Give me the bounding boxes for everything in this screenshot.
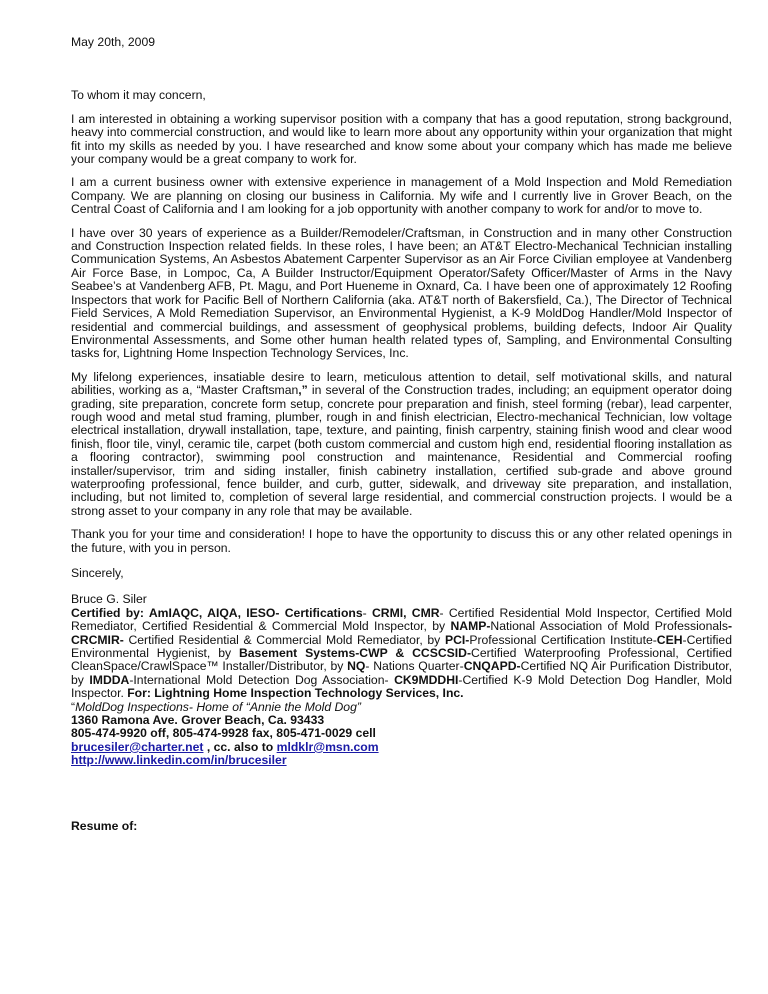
- cert-segment: PCI-: [444, 632, 470, 647]
- signer-name: Bruce G. Siler: [71, 592, 147, 607]
- cert-segment: CK9MDDHI: [394, 672, 459, 687]
- website-link[interactable]: http://www.linkedin.com/in/brucesiler: [71, 753, 287, 768]
- cert-segment: IMDDA: [89, 672, 130, 687]
- salutation: To whom it may concern,: [71, 88, 206, 103]
- cert-segment: Certified Residential & Commercial Mold Remediator, by: [123, 632, 445, 647]
- email-separator: , cc. also to: [203, 739, 277, 754]
- signature-block: [71, 593, 732, 767]
- cert-segment: CEH: [656, 632, 683, 647]
- cert-segment: National Association of Mold Professionals: [490, 619, 728, 634]
- cert-segment: Certified Waterproofing Professional, Certified CleanSpace/CrawlSpace™ Installer/Distributor, by: [71, 646, 732, 674]
- cert-segment: NAMP-: [450, 619, 491, 634]
- email-line: [71, 741, 732, 754]
- skills-text-rest: in several of the Construction trades, including; an equipment operator doing grading, site preparation, concrete form setup, concrete pour preparation and finish, steel forming (rebar), lead carpenter, rough wood and metal stud framing, plumber, rough in and finish electrician, Electro-mechanical Technician, low voltage electrical installation, drywall installation, tape, texture, and painting, finish carpentry, staining finish wood and clear wood finish, floor tile, vinyl, ceramic tile, carpet (both custom commercial and custom high end, residential flooring installation as a flooring contractor), swimming pool construction and maintenance, Residential and Commercial roofing installer/supervisor, trim and siding installer, finish cabinetry installation, certified sub-grade and above ground waterproofing professional, fence builder, and curb, gutter, sidewalk, and driveway site preparation, and installation, including, but not limited to, completion of several large residential, and commercial construction projects. I would be a strong asset to your company in any role that may be available.: [71, 383, 733, 518]
- paragraph-interest: I am interested in obtaining a working supervisor position with a company that has a good reputation, strong background, heavy into commercial construction, and would like to learn more about any opportunity within your organization that might fit into my skills as needed by you. I have researched and know some about your company which has made me believe your company would be a great company to work for.: [71, 111, 732, 167]
- cert-segment: - Nations Quarter-: [365, 659, 464, 674]
- cert-segment: -Certified Environmental Hygienist, by: [71, 632, 732, 661]
- skills-text-start: My lifelong experiences, insatiable desire to learn, meticulous attention to detail, self motivational skills, and natural abilities, working as a, “Master Craftsman: [71, 369, 732, 398]
- cert-segment: For: Lightning Home Inspection Technology Services, Inc.: [127, 686, 464, 701]
- skills-quote-mark: ,”: [298, 383, 308, 398]
- website-line: [71, 754, 732, 767]
- cert-segment: -International Mold Detection Dog Association-: [129, 672, 395, 687]
- email-link-secondary[interactable]: mldklr@msn.com: [276, 739, 379, 754]
- cert-segment: -: [362, 605, 372, 620]
- cert-segment: Certified NQ Air Purification Distributor, by: [71, 659, 733, 687]
- tagline-open-quote: “: [71, 699, 76, 714]
- paragraph-business-owner: I am a current business owner with extensive experience in management of a Mold Inspection and Mold Remediation Company. We are planning on closing our business in California. My wife and I currently live in Grover Beach, on the Central Coast of California and I am looking for a job opportunity with another company to work for and/or to move to.: [71, 175, 732, 217]
- letter-date: May 20th, 2009: [71, 35, 156, 49]
- phone-numbers: 805-474-9920 off, 805-474-9928 fax, 805-471-0029 cell: [71, 726, 376, 741]
- cert-segment: Basement Systems-CWP & CCSCSID-: [238, 646, 472, 661]
- cert-segment: Certified by: AmIAQC, AIQA, IESO- Certifications: [71, 605, 363, 620]
- cert-segment: NQ: [347, 659, 366, 674]
- certifications: [71, 607, 732, 701]
- closing: Sincerely,: [71, 566, 124, 580]
- resume-heading: Resume of:: [71, 818, 138, 833]
- tagline: [71, 701, 732, 714]
- cert-segment: CNQAPD-: [463, 659, 521, 674]
- paragraph-thanks: Thank you for your time and consideration! I hope to have the opportunity to discuss this or any other related openings in the future, with you in person.: [71, 527, 732, 555]
- cert-segment: - CRCMIR-: [71, 619, 732, 647]
- email-link-primary[interactable]: brucesiler@charter.net: [71, 739, 204, 754]
- paragraph-experience: I have over 30 years of experience as a Builder/Remodeler/Craftsman, in Construction and in many other Construction and Construction Inspection related fields. In these roles, I have been; an AT&T Electro-Mechanical Technician installing Communication Systems, An Asbestos Abatement Carpenter Supervisor as an Air Force Civilian employee at Vandenberg Air Force Base, in Lompoc, Ca, A Builder Instructor/Equipment Operator/Safety Officer/Master of Arms in the Navy Seabee’s at Vandenberg AFB, Pt. Magu, and Port Hueneme in Oxnard, Ca. I have been one of approximately 12 Roofing Inspectors that work for Pacific Bell of Northern California (aka. AT&T north of Bakersfield, Ca.), The Director of Technical Field Services, A Mold Remediation Supervisor, an Environmental Hygienist, a K-9 MoldDog Handler/Mold Inspector of residential and commercial buildings, and assessment of geophysical problems, building defects, Indoor Air Quality Environmental Assessments, and Some other human health related types of, Sampling, and Environmental Consulting tasks for, Lightning Home Inspection Technology Services, Inc.: [71, 225, 732, 361]
- cert-segment: -Certified K-9 Mold Detection Dog Handler, Mold Inspector.: [71, 672, 733, 701]
- cert-segment: - Certified Residential Mold Inspector, Certified Mold Remediator, Certified Residential & Commercial Mold Inspector, by: [71, 605, 732, 634]
- paragraph-skills: [71, 371, 732, 518]
- tagline-text: MoldDog Inspections- Home of “Annie the Mold Dog”: [75, 699, 361, 714]
- address: 1360 Ramona Ave. Grover Beach, Ca. 93433: [71, 713, 325, 728]
- cert-segment: Professional Certification Institute-: [469, 632, 657, 647]
- cert-segment: CRMI, CMR: [371, 605, 440, 620]
